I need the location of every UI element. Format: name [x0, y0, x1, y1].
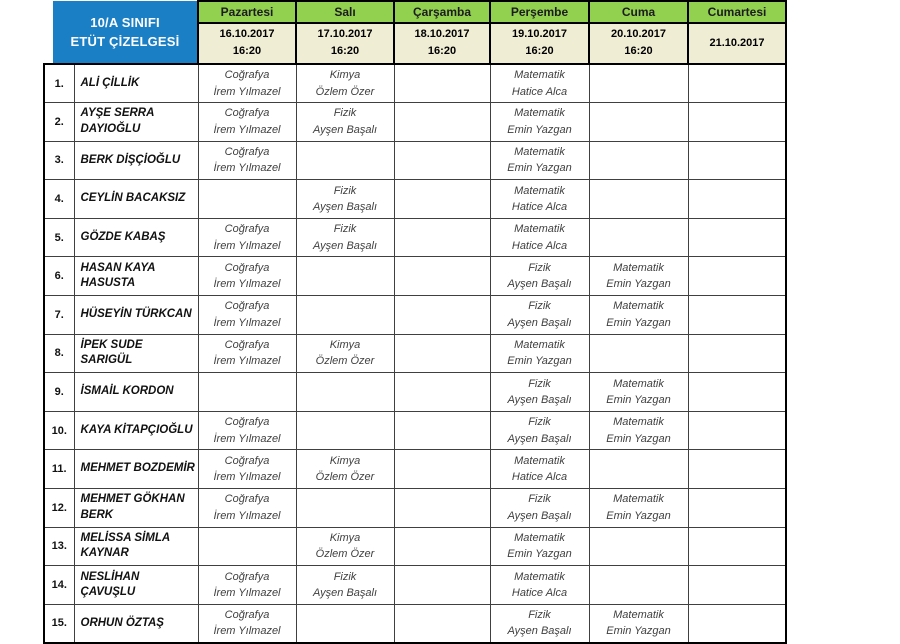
student-name: ALİ ÇİLLİK [74, 64, 198, 103]
teacher-label: İrem Yılmazel [213, 123, 281, 136]
schedule-cell [589, 373, 688, 412]
schedule-cell [490, 64, 589, 103]
schedule-cell [394, 373, 490, 412]
teacher-label: Ayşen Başalı [312, 201, 378, 214]
row-number: 13. [44, 527, 74, 566]
subject-label: Matematik [613, 300, 664, 313]
schedule-cell [198, 180, 296, 219]
subject-label: Fizik [528, 416, 551, 429]
table-row [44, 604, 786, 643]
student-name: İPEK SUDE SARIGÜL [74, 334, 198, 373]
schedule-cell [394, 141, 490, 180]
row-number: 5. [44, 218, 74, 257]
schedule-cell [589, 257, 688, 296]
date-header [198, 23, 296, 64]
table-row [44, 141, 786, 180]
schedule-cell [296, 373, 394, 412]
student-name: MELİSSA SİMLA KAYNAR [74, 527, 198, 566]
schedule-cell [490, 489, 589, 528]
subject-label: Fizik [333, 570, 357, 583]
row-number: 11. [44, 450, 74, 489]
subject-label: Matematik [613, 416, 664, 429]
subject-label: Coğrafya [224, 608, 270, 621]
table-row [44, 489, 786, 528]
student-name: MEHMET BOZDEMİR [74, 450, 198, 489]
schedule-cell [688, 296, 786, 335]
subject-label: Matematik [514, 107, 565, 120]
time-value: 16:20 [232, 45, 262, 58]
schedule-cell [394, 527, 490, 566]
schedule-cell [394, 604, 490, 643]
schedule-cell [688, 334, 786, 373]
schedule-body [44, 64, 786, 643]
schedule-cell [490, 334, 589, 373]
teacher-label: Hatice Alca [511, 587, 568, 600]
schedule-cell [589, 180, 688, 219]
schedule-cell [198, 489, 296, 528]
schedule-cell [589, 218, 688, 257]
student-name: GÖZDE KABAŞ [74, 218, 198, 257]
schedule-cell [688, 604, 786, 643]
subject-label: Matematik [514, 184, 565, 197]
schedule-cell [394, 218, 490, 257]
table-row [44, 218, 786, 257]
subject-label: Coğrafya [224, 145, 270, 158]
subject-label: Coğrafya [224, 493, 270, 506]
schedule-cell [589, 296, 688, 335]
schedule-cell [198, 141, 296, 180]
student-name: HASAN KAYA HASUSTA [74, 257, 198, 296]
table-row [44, 257, 786, 296]
schedule-cell [490, 257, 589, 296]
date-value: 21.10.2017 [709, 36, 765, 49]
subject-label: Fizik [528, 261, 551, 274]
student-name: HÜSEYİN TÜRKCAN [74, 296, 198, 335]
day-header: Cumartesi [688, 1, 786, 23]
date-value: 19.10.2017 [511, 27, 568, 40]
row-number: 3. [44, 141, 74, 180]
schedule-cell [198, 373, 296, 412]
subject-label: Matematik [514, 570, 565, 583]
subject-label: Fizik [528, 300, 551, 313]
schedule-cell [490, 411, 589, 450]
day-header: Perşembe [490, 1, 589, 23]
schedule-cell [688, 373, 786, 412]
schedule-cell [198, 450, 296, 489]
schedule-cell [490, 296, 589, 335]
teacher-label: İrem Yılmazel [213, 625, 281, 638]
teacher-label: Hatice Alca [511, 201, 568, 214]
row-number: 10. [44, 411, 74, 450]
schedule-cell [394, 103, 490, 142]
table-row [44, 450, 786, 489]
student-name: KAYA KİTAPÇIOĞLU [74, 411, 198, 450]
etut-schedule-table [43, 0, 787, 644]
teacher-label: Emin Yazgan [507, 162, 572, 175]
subject-label: Coğrafya [224, 107, 270, 120]
subject-label: Fizik [528, 493, 551, 506]
schedule-cell [296, 604, 394, 643]
date-header [490, 23, 589, 64]
day-header: Pazartesi [198, 1, 296, 23]
table-row [44, 566, 786, 605]
schedule-cell [589, 527, 688, 566]
schedule-cell [490, 180, 589, 219]
teacher-label: Hatice Alca [511, 85, 568, 98]
time-value: 16:20 [427, 45, 457, 58]
teacher-label: Emin Yazgan [606, 278, 671, 291]
date-header [589, 23, 688, 64]
schedule-cell [394, 489, 490, 528]
schedule-title [53, 1, 197, 63]
teacher-label: İrem Yılmazel [213, 162, 281, 175]
schedule-cell [394, 296, 490, 335]
schedule-cell [688, 411, 786, 450]
schedule-cell [198, 218, 296, 257]
student-name: AYŞE SERRA DAYIOĞLU [74, 103, 198, 142]
subject-label: Fizik [528, 377, 551, 390]
teacher-label: İrem Yılmazel [213, 316, 281, 329]
subject-label: Matematik [613, 493, 664, 506]
schedule-cell [198, 296, 296, 335]
teacher-label: Emin Yazgan [507, 548, 572, 561]
schedule-cell [490, 450, 589, 489]
row-number: 14. [44, 566, 74, 605]
schedule-cell [589, 411, 688, 450]
day-header: Cuma [589, 1, 688, 23]
teacher-label: Emin Yazgan [606, 394, 671, 407]
schedule-cell [688, 450, 786, 489]
row-number: 8. [44, 334, 74, 373]
subject-label: Kimya [329, 454, 361, 467]
teacher-label: İrem Yılmazel [213, 239, 281, 252]
schedule-cell [296, 296, 394, 335]
date-header [394, 23, 490, 64]
schedule-cell [198, 566, 296, 605]
teacher-label: Ayşen Başalı [507, 316, 572, 329]
teacher-label: Özlem Özer [315, 355, 375, 368]
schedule-cell [490, 604, 589, 643]
row-number: 15. [44, 604, 74, 643]
table-row [44, 103, 786, 142]
subject-label: Matematik [514, 531, 565, 544]
schedule-cell [589, 450, 688, 489]
subject-label: Coğrafya [224, 570, 270, 583]
subject-label: Kimya [329, 531, 361, 544]
teacher-label: İrem Yılmazel [213, 471, 281, 484]
schedule-cell [198, 527, 296, 566]
teacher-label: Emin Yazgan [606, 316, 671, 329]
subject-label: Matematik [514, 338, 565, 351]
schedule-cell [394, 566, 490, 605]
teacher-label: Özlem Özer [315, 548, 375, 561]
teacher-label: Emin Yazgan [507, 123, 572, 136]
schedule-cell [296, 141, 394, 180]
schedule-cell [296, 257, 394, 296]
subject-label: Fizik [528, 608, 551, 621]
schedule-cell [688, 64, 786, 103]
teacher-label: İrem Yılmazel [213, 432, 281, 445]
subject-label: Coğrafya [224, 223, 270, 236]
subject-label: Matematik [613, 261, 664, 274]
schedule-sheet [43, 0, 787, 644]
schedule-cell [296, 450, 394, 489]
subject-label: Matematik [613, 377, 664, 390]
table-row [44, 373, 786, 412]
table-row [44, 411, 786, 450]
subject-label: Fizik [333, 223, 357, 236]
teacher-label: Hatice Alca [511, 239, 568, 252]
schedule-cell [490, 566, 589, 605]
subject-label: Fizik [333, 184, 357, 197]
teacher-label: Ayşen Başalı [507, 278, 572, 291]
schedule-cell [296, 527, 394, 566]
schedule-cell [394, 180, 490, 219]
day-header: Çarşamba [394, 1, 490, 23]
schedule-cell [394, 411, 490, 450]
time-value: 16:20 [624, 45, 653, 58]
schedule-header [44, 1, 786, 64]
teacher-label: Özlem Özer [315, 471, 375, 484]
teacher-label: İrem Yılmazel [213, 85, 281, 98]
subject-label: Coğrafya [224, 261, 270, 274]
row-number: 12. [44, 489, 74, 528]
subject-label: Fizik [333, 107, 357, 120]
schedule-cell [688, 527, 786, 566]
teacher-label: İrem Yılmazel [213, 278, 281, 291]
schedule-cell [296, 566, 394, 605]
schedule-cell [198, 257, 296, 296]
schedule-cell [198, 103, 296, 142]
student-name: BERK DİŞÇİOĞLU [74, 141, 198, 180]
subject-label: Kimya [329, 69, 361, 82]
schedule-cell [490, 141, 589, 180]
date-value: 18.10.2017 [414, 27, 470, 40]
time-value: 16:20 [330, 45, 360, 58]
subject-label: Coğrafya [224, 69, 270, 82]
row-number: 2. [44, 103, 74, 142]
schedule-cell [394, 450, 490, 489]
schedule-cell [688, 218, 786, 257]
schedule-cell [490, 373, 589, 412]
schedule-cell [490, 103, 589, 142]
teacher-label: Emin Yazgan [606, 432, 671, 445]
schedule-cell [198, 334, 296, 373]
schedule-cell [394, 257, 490, 296]
schedule-cell [394, 334, 490, 373]
teacher-label: Emin Yazgan [606, 625, 671, 638]
subject-label: Kimya [329, 338, 361, 351]
teacher-label: Ayşen Başalı [507, 432, 572, 445]
schedule-cell [198, 64, 296, 103]
teacher-label: Ayşen Başalı [507, 625, 572, 638]
student-name: MEHMET GÖKHAN BERK [74, 489, 198, 528]
schedule-cell [688, 566, 786, 605]
row-number: 4. [44, 180, 74, 219]
teacher-label: İrem Yılmazel [213, 509, 281, 522]
subject-label: Coğrafya [224, 454, 270, 467]
schedule-cell [198, 411, 296, 450]
schedule-cell [589, 604, 688, 643]
schedule-cell [688, 489, 786, 528]
table-row [44, 296, 786, 335]
schedule-cell [589, 489, 688, 528]
date-value: 17.10.2017 [317, 27, 373, 40]
student-name: NESLİHAN ÇAVUŞLU [74, 566, 198, 605]
subject-label: Matematik [613, 608, 664, 621]
schedule-cell [688, 141, 786, 180]
teacher-label: Ayşen Başalı [507, 394, 572, 407]
teacher-label: Ayşen Başalı [312, 239, 378, 252]
schedule-title-line2: ETÜT ÇİZELGESİ [70, 34, 180, 49]
date-header [688, 23, 786, 64]
row-number: 1. [44, 64, 74, 103]
schedule-cell [688, 180, 786, 219]
row-number: 9. [44, 373, 74, 412]
teacher-label: Emin Yazgan [507, 355, 572, 368]
schedule-cell [589, 566, 688, 605]
schedule-cell [394, 64, 490, 103]
table-row [44, 334, 786, 373]
teacher-label: Ayşen Başalı [312, 123, 378, 136]
date-value: 20.10.2017 [610, 27, 667, 40]
row-number: 7. [44, 296, 74, 335]
header-day-row [44, 1, 786, 23]
table-row [44, 180, 786, 219]
student-name: İSMAİL KORDON [74, 373, 198, 412]
subject-label: Matematik [514, 145, 565, 158]
schedule-cell [688, 257, 786, 296]
schedule-cell [296, 103, 394, 142]
schedule-cell [198, 604, 296, 643]
subject-label: Coğrafya [224, 300, 270, 313]
schedule-cell [296, 489, 394, 528]
day-header: Salı [296, 1, 394, 23]
schedule-title-cell [44, 1, 198, 64]
time-value: 16:20 [525, 45, 554, 58]
subject-label: Matematik [514, 223, 565, 236]
schedule-cell [296, 218, 394, 257]
subject-label: Coğrafya [224, 416, 270, 429]
schedule-cell [589, 103, 688, 142]
date-value: 16.10.2017 [219, 27, 275, 40]
teacher-label: Hatice Alca [511, 471, 568, 484]
table-row [44, 527, 786, 566]
subject-label: Coğrafya [224, 338, 270, 351]
teacher-label: Emin Yazgan [606, 509, 671, 522]
row-number: 6. [44, 257, 74, 296]
student-name: CEYLİN BACAKSIZ [74, 180, 198, 219]
date-header [296, 23, 394, 64]
schedule-cell [589, 141, 688, 180]
subject-label: Matematik [514, 69, 565, 82]
teacher-label: Ayşen Başalı [312, 587, 378, 600]
teacher-label: İrem Yılmazel [213, 355, 281, 368]
schedule-cell [490, 218, 589, 257]
table-row [44, 64, 786, 103]
subject-label: Matematik [514, 454, 565, 467]
schedule-cell [589, 64, 688, 103]
schedule-cell [688, 103, 786, 142]
student-name: ORHUN ÖZTAŞ [74, 604, 198, 643]
schedule-cell [296, 180, 394, 219]
schedule-cell [296, 64, 394, 103]
schedule-cell [296, 334, 394, 373]
teacher-label: Ayşen Başalı [507, 509, 572, 522]
schedule-title-line1: 10/A SINIFI [90, 14, 160, 30]
schedule-cell [490, 527, 589, 566]
schedule-cell [296, 411, 394, 450]
teacher-label: Özlem Özer [315, 85, 375, 98]
teacher-label: İrem Yılmazel [213, 587, 281, 600]
schedule-cell [589, 334, 688, 373]
